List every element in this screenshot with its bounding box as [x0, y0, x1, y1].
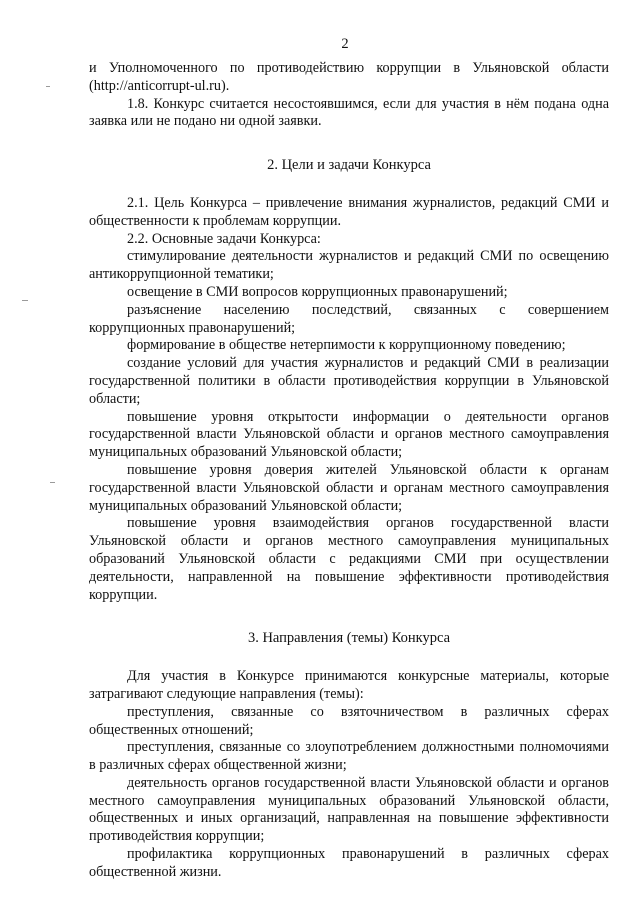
list-item: повышение уровня открытости информации о деятельности органов государственной власти Ульяновской области и органов местного самоуправления муниципальных образований Ульяновской области; [89, 408, 609, 461]
paragraph: и Уполномоченного по противодействию коррупции в Ульяновской области (http://anticorrupt-ul.ru). [89, 60, 609, 94]
scan-mark [46, 86, 50, 87]
list-item: повышение уровня взаимодействия органов государственной власти Ульяновской области и органов местного самоуправления муниципальных образований Ульяновской области с редакциями СМИ при осуществлении деятельности, направленной на повышение эффективности противодействия коррупции. [89, 515, 609, 603]
section-heading: 2. Цели и задачи Конкурса [267, 157, 431, 174]
list-item: формирование в обществе нетерпимости к коррупционному поведению; [127, 337, 566, 354]
list-item: создание условий для участия журналистов и редакций СМИ в реализации государственной политики в области противодействия коррупции в Ульяновской области; [89, 355, 609, 407]
list-item: преступления, связанные со взяточничеством в различных сферах общественных отношений; [89, 703, 609, 738]
list-item: преступления, связанные со злоупотреблением должностными полномочиями в различных сферах общественной жизни; [89, 739, 609, 774]
page-number: 2 [341, 36, 349, 52]
paragraph: 2.2. Основные задачи Конкурса: [127, 230, 321, 247]
list-item: стимулирование деятельности журналистов и редакций СМИ по освещению антикоррупционной тематики; [89, 248, 609, 283]
paragraph: 2.1. Цель Конкурса – привлечение внимания журналистов, редакций СМИ и общественности к проблемам коррупции. [89, 194, 609, 229]
list-item: повышение уровня доверия жителей Ульяновской области к органам государственной власти Ульяновской области и органам местного самоуправления муниципальных образований Ульяновской области; [89, 461, 609, 514]
list-item: деятельность органов государственной власти Ульяновской области и органов местного самоуправления муниципальных образований Ульяновской области, общественных и иных организаций, направленная на повышение эффективности противодействия коррупции; [89, 774, 609, 845]
scan-mark [22, 300, 28, 301]
list-item: разъяснение населению последствий, связанных с совершением коррупционных правонарушений; [89, 301, 609, 336]
list-item: освещение в СМИ вопросов коррупционных правонарушений; [127, 283, 508, 300]
scan-mark [50, 482, 55, 483]
document-body [89, 60, 609, 882]
list-item: профилактика коррупционных правонарушений в различных сферах общественной жизни. [89, 846, 609, 880]
paragraph: Для участия в Конкурсе принимаются конкурсные материалы, которые затрагивают следующие направления (темы): [89, 668, 609, 702]
paragraph: 1.8. Конкурс считается несостоявшимся, если для участия в нём подана одна заявка или не подано ни одной заявки. [89, 95, 609, 130]
section-heading: 3. Направления (темы) Конкурса [247, 630, 451, 647]
